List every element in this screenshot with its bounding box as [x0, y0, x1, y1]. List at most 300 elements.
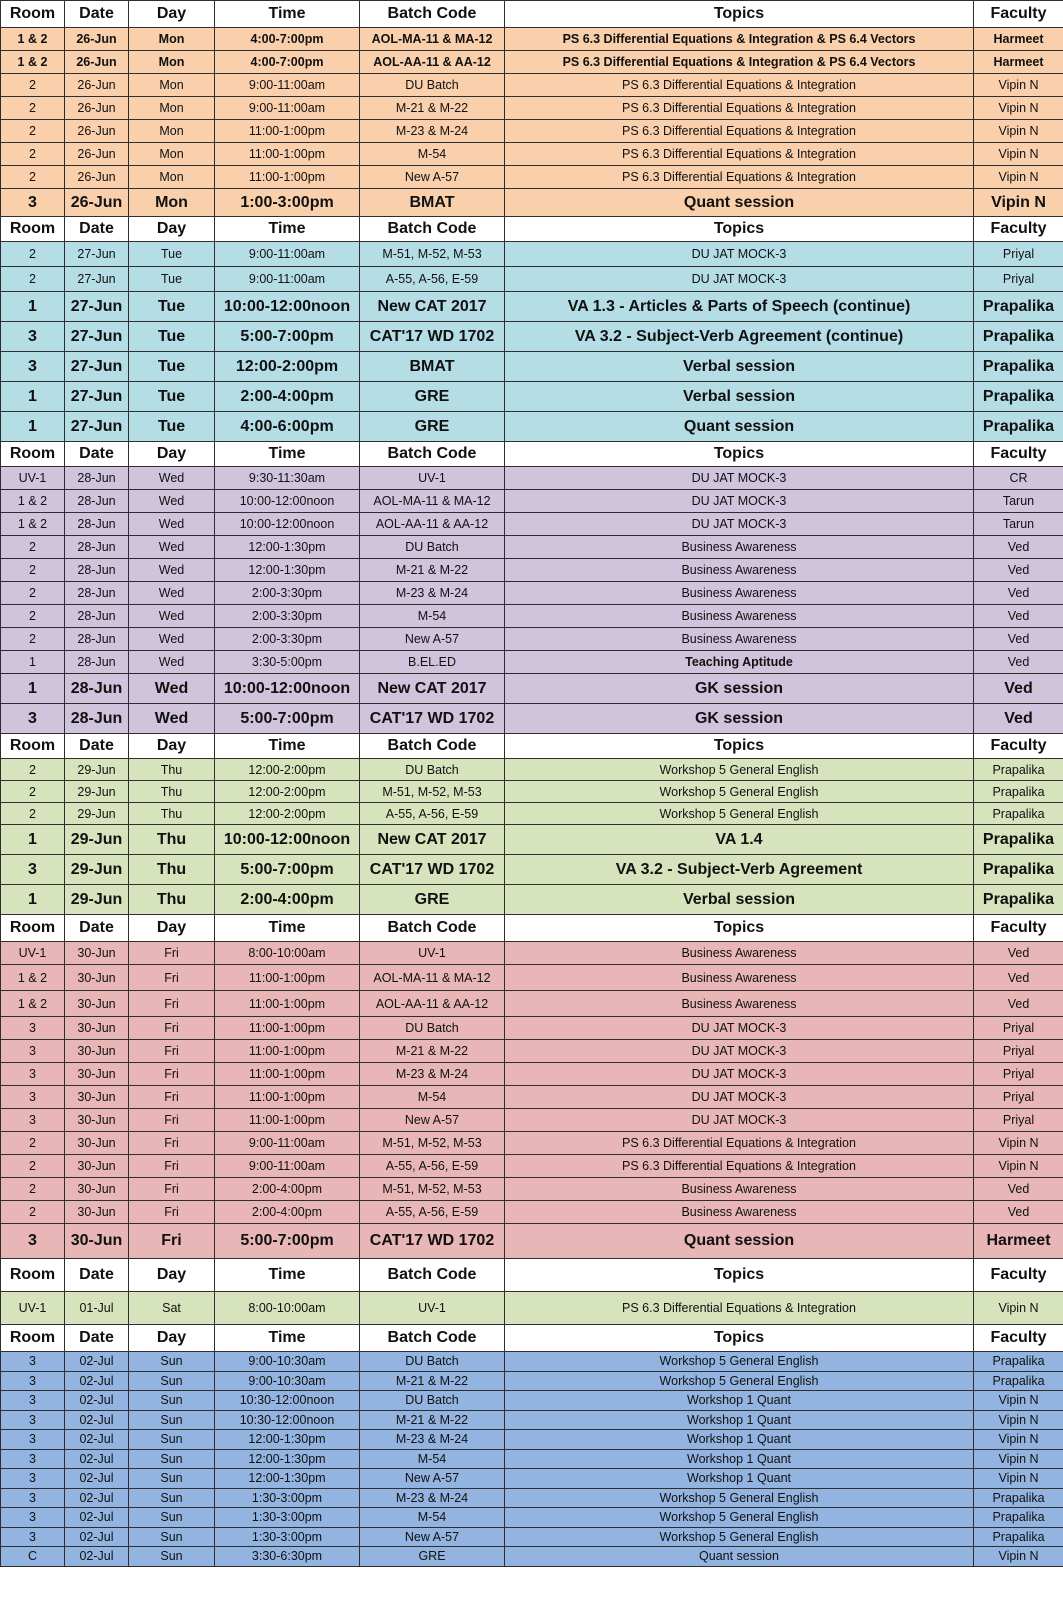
cell-date: 29-Jun	[65, 781, 129, 803]
cell-topics: VA 3.2 - Subject-Verb Agreement (continue)	[505, 322, 974, 352]
table-row	[1, 1469, 1063, 1489]
cell-day: Thu	[129, 855, 215, 885]
cell-topics: Teaching Aptitude	[505, 651, 974, 674]
cell-faculty: Prapalika	[974, 412, 1063, 442]
column-header-day: Day	[129, 915, 215, 942]
header-row	[1, 1, 1063, 28]
cell-time: 2:00-4:00pm	[215, 382, 360, 412]
cell-time: 9:00-10:30am	[215, 1371, 360, 1391]
cell-room: 2	[1, 759, 65, 781]
cell-room: 2	[1, 781, 65, 803]
cell-batch-code: B.EL.ED	[360, 651, 505, 674]
cell-date: 02-Jul	[65, 1371, 129, 1391]
cell-time: 5:00-7:00pm	[215, 855, 360, 885]
cell-time: 11:00-1:00pm	[215, 166, 360, 189]
column-header-time: Time	[215, 442, 360, 467]
cell-topics: PS 6.3 Differential Equations & Integration	[505, 166, 974, 189]
cell-faculty: Ved	[974, 942, 1063, 965]
cell-topics: PS 6.3 Differential Equations & Integration	[505, 1155, 974, 1178]
cell-faculty: Ved	[974, 1201, 1063, 1224]
column-header-date: Date	[65, 1325, 129, 1352]
cell-day: Wed	[129, 513, 215, 536]
cell-batch-code: BMAT	[360, 352, 505, 382]
cell-batch-code: M-54	[360, 143, 505, 166]
cell-batch-code: M-23 & M-24	[360, 120, 505, 143]
cell-topics: Business Awareness	[505, 536, 974, 559]
table-row	[1, 651, 1063, 674]
header-row	[1, 217, 1063, 242]
cell-date: 28-Jun	[65, 536, 129, 559]
cell-topics: PS 6.3 Differential Equations & Integration & PS 6.4 Vectors	[505, 28, 974, 51]
cell-day: Mon	[129, 51, 215, 74]
column-header-date: Date	[65, 217, 129, 242]
cell-time: 10:00-12:00noon	[215, 825, 360, 855]
cell-faculty: Prapalika	[974, 322, 1063, 352]
cell-day: Thu	[129, 759, 215, 781]
cell-batch-code: M-54	[360, 605, 505, 628]
cell-faculty: Prapalika	[974, 1352, 1063, 1372]
cell-batch-code: AOL-MA-11 & MA-12	[360, 490, 505, 513]
cell-batch-code: New CAT 2017	[360, 292, 505, 322]
cell-day: Fri	[129, 1017, 215, 1040]
cell-day: Tue	[129, 267, 215, 292]
table-row	[1, 28, 1063, 51]
cell-faculty: Priyal	[974, 267, 1063, 292]
column-header-time: Time	[215, 734, 360, 759]
cell-day: Fri	[129, 1040, 215, 1063]
cell-room: 2	[1, 1178, 65, 1201]
cell-topics: Workshop 1 Quant	[505, 1449, 974, 1469]
cell-faculty: Ved	[974, 1178, 1063, 1201]
cell-topics: Workshop 5 General English	[505, 803, 974, 825]
table-row	[1, 1178, 1063, 1201]
cell-time: 10:00-12:00noon	[215, 513, 360, 536]
cell-batch-code: M-21 & M-22	[360, 1371, 505, 1391]
table-row	[1, 885, 1063, 915]
cell-faculty: Vipin N	[974, 166, 1063, 189]
cell-batch-code: M-23 & M-24	[360, 1488, 505, 1508]
cell-day: Fri	[129, 1063, 215, 1086]
table-row	[1, 1040, 1063, 1063]
table-row	[1, 965, 1063, 991]
cell-topics: GK session	[505, 674, 974, 704]
cell-day: Wed	[129, 674, 215, 704]
cell-time: 9:00-11:00am	[215, 97, 360, 120]
cell-time: 12:00-2:00pm	[215, 781, 360, 803]
cell-date: 28-Jun	[65, 559, 129, 582]
table-row	[1, 1371, 1063, 1391]
cell-time: 11:00-1:00pm	[215, 1040, 360, 1063]
cell-day: Sun	[129, 1488, 215, 1508]
table-row	[1, 759, 1063, 781]
cell-day: Fri	[129, 1086, 215, 1109]
column-header-day: Day	[129, 1, 215, 28]
cell-time: 12:00-1:30pm	[215, 1430, 360, 1450]
cell-room: 3	[1, 1508, 65, 1528]
cell-day: Tue	[129, 322, 215, 352]
cell-faculty: Prapalika	[974, 759, 1063, 781]
cell-day: Tue	[129, 352, 215, 382]
cell-date: 28-Jun	[65, 513, 129, 536]
cell-batch-code: CAT'17 WD 1702	[360, 704, 505, 734]
cell-room: 3	[1, 1224, 65, 1259]
table-row	[1, 51, 1063, 74]
cell-batch-code: A-55, A-56, E-59	[360, 1201, 505, 1224]
cell-faculty: Prapalika	[974, 803, 1063, 825]
table-row	[1, 1352, 1063, 1372]
cell-batch-code: AOL-MA-11 & MA-12	[360, 28, 505, 51]
cell-topics: DU JAT MOCK-3	[505, 467, 974, 490]
cell-room: 1 & 2	[1, 28, 65, 51]
cell-room: 3	[1, 1410, 65, 1430]
table-row	[1, 120, 1063, 143]
cell-room: 1	[1, 412, 65, 442]
cell-time: 10:00-12:00noon	[215, 490, 360, 513]
cell-date: 27-Jun	[65, 322, 129, 352]
cell-room: 3	[1, 1469, 65, 1489]
cell-date: 30-Jun	[65, 1017, 129, 1040]
cell-room: 2	[1, 1201, 65, 1224]
column-header-date: Date	[65, 1259, 129, 1292]
cell-room: C	[1, 1547, 65, 1567]
cell-faculty: Ved	[974, 605, 1063, 628]
cell-faculty: Ved	[974, 991, 1063, 1017]
table-row	[1, 803, 1063, 825]
cell-batch-code: M-23 & M-24	[360, 582, 505, 605]
column-header-faculty: Faculty	[974, 442, 1063, 467]
cell-day: Thu	[129, 885, 215, 915]
table-row	[1, 322, 1063, 352]
cell-room: 2	[1, 166, 65, 189]
cell-day: Fri	[129, 1109, 215, 1132]
cell-time: 12:00-1:30pm	[215, 536, 360, 559]
column-header-room: Room	[1, 1259, 65, 1292]
cell-faculty: CR	[974, 467, 1063, 490]
cell-date: 01-Jul	[65, 1292, 129, 1325]
cell-faculty: Vipin N	[974, 1449, 1063, 1469]
column-header-room: Room	[1, 217, 65, 242]
cell-time: 2:00-3:30pm	[215, 582, 360, 605]
cell-day: Wed	[129, 559, 215, 582]
cell-topics: PS 6.3 Differential Equations & Integration	[505, 74, 974, 97]
cell-room: 2	[1, 267, 65, 292]
table-row	[1, 352, 1063, 382]
column-header-date: Date	[65, 915, 129, 942]
cell-faculty: Vipin N	[974, 1155, 1063, 1178]
cell-room: 2	[1, 74, 65, 97]
cell-room: 2	[1, 1155, 65, 1178]
cell-room: 2	[1, 803, 65, 825]
column-header-faculty: Faculty	[974, 915, 1063, 942]
cell-date: 30-Jun	[65, 942, 129, 965]
cell-batch-code: DU Batch	[360, 759, 505, 781]
cell-date: 28-Jun	[65, 582, 129, 605]
cell-faculty: Prapalika	[974, 781, 1063, 803]
header-row	[1, 1325, 1063, 1352]
column-header-topics: Topics	[505, 1, 974, 28]
cell-date: 27-Jun	[65, 352, 129, 382]
cell-day: Mon	[129, 120, 215, 143]
cell-room: 2	[1, 536, 65, 559]
cell-time: 2:00-3:30pm	[215, 605, 360, 628]
cell-batch-code: CAT'17 WD 1702	[360, 1224, 505, 1259]
cell-room: 3	[1, 1063, 65, 1086]
cell-batch-code: GRE	[360, 382, 505, 412]
cell-room: 3	[1, 1391, 65, 1411]
cell-day: Sun	[129, 1449, 215, 1469]
cell-topics: PS 6.3 Differential Equations & Integration	[505, 1292, 974, 1325]
table-row	[1, 605, 1063, 628]
cell-day: Wed	[129, 628, 215, 651]
cell-batch-code: A-55, A-56, E-59	[360, 803, 505, 825]
cell-time: 3:30-5:00pm	[215, 651, 360, 674]
cell-day: Fri	[129, 965, 215, 991]
cell-room: 2	[1, 628, 65, 651]
cell-batch-code: M-54	[360, 1449, 505, 1469]
table-row	[1, 490, 1063, 513]
cell-topics: Verbal session	[505, 382, 974, 412]
cell-time: 2:00-4:00pm	[215, 885, 360, 915]
cell-topics: Business Awareness	[505, 1201, 974, 1224]
cell-room: 1	[1, 292, 65, 322]
cell-batch-code: M-54	[360, 1086, 505, 1109]
column-header-time: Time	[215, 217, 360, 242]
cell-topics: Business Awareness	[505, 582, 974, 605]
cell-date: 29-Jun	[65, 825, 129, 855]
cell-day: Wed	[129, 651, 215, 674]
cell-batch-code: DU Batch	[360, 74, 505, 97]
cell-faculty: Prapalika	[974, 855, 1063, 885]
cell-day: Fri	[129, 942, 215, 965]
cell-date: 02-Jul	[65, 1352, 129, 1372]
column-header-day: Day	[129, 734, 215, 759]
cell-batch-code: DU Batch	[360, 1017, 505, 1040]
cell-faculty: Prapalika	[974, 1371, 1063, 1391]
cell-room: 2	[1, 559, 65, 582]
cell-date: 29-Jun	[65, 759, 129, 781]
column-header-topics: Topics	[505, 1259, 974, 1292]
cell-time: 9:00-11:00am	[215, 1132, 360, 1155]
cell-date: 28-Jun	[65, 467, 129, 490]
cell-day: Wed	[129, 490, 215, 513]
table-row	[1, 97, 1063, 120]
cell-date: 02-Jul	[65, 1449, 129, 1469]
cell-time: 12:00-2:00pm	[215, 803, 360, 825]
cell-faculty: Tarun	[974, 490, 1063, 513]
cell-topics: Business Awareness	[505, 559, 974, 582]
cell-batch-code: DU Batch	[360, 1352, 505, 1372]
cell-topics: DU JAT MOCK-3	[505, 1086, 974, 1109]
column-header-batch-code: Batch Code	[360, 1259, 505, 1292]
cell-date: 28-Jun	[65, 490, 129, 513]
cell-time: 11:00-1:00pm	[215, 991, 360, 1017]
table-row	[1, 582, 1063, 605]
cell-room: 1 & 2	[1, 490, 65, 513]
cell-room: 3	[1, 855, 65, 885]
cell-date: 27-Jun	[65, 267, 129, 292]
cell-time: 2:00-4:00pm	[215, 1178, 360, 1201]
table-row	[1, 1449, 1063, 1469]
table-row	[1, 166, 1063, 189]
cell-time: 11:00-1:00pm	[215, 965, 360, 991]
table-row	[1, 536, 1063, 559]
cell-day: Sun	[129, 1469, 215, 1489]
cell-room: 3	[1, 1371, 65, 1391]
cell-day: Wed	[129, 704, 215, 734]
cell-room: 1	[1, 885, 65, 915]
cell-date: 30-Jun	[65, 1201, 129, 1224]
table-row	[1, 1292, 1063, 1325]
cell-room: UV-1	[1, 1292, 65, 1325]
table-row	[1, 143, 1063, 166]
cell-day: Fri	[129, 991, 215, 1017]
cell-room: 1	[1, 382, 65, 412]
cell-day: Sun	[129, 1527, 215, 1547]
cell-topics: Business Awareness	[505, 965, 974, 991]
cell-batch-code: M-54	[360, 1508, 505, 1528]
cell-faculty: Ved	[974, 704, 1063, 734]
cell-day: Tue	[129, 382, 215, 412]
cell-time: 9:00-11:00am	[215, 267, 360, 292]
cell-day: Mon	[129, 143, 215, 166]
cell-batch-code: GRE	[360, 1547, 505, 1567]
cell-batch-code: M-21 & M-22	[360, 1410, 505, 1430]
cell-topics: Business Awareness	[505, 991, 974, 1017]
cell-topics: PS 6.3 Differential Equations & Integration	[505, 143, 974, 166]
column-header-date: Date	[65, 442, 129, 467]
cell-batch-code: M-51, M-52, M-53	[360, 781, 505, 803]
cell-room: 1 & 2	[1, 51, 65, 74]
cell-batch-code: M-51, M-52, M-53	[360, 1178, 505, 1201]
cell-faculty: Vipin N	[974, 1391, 1063, 1411]
cell-batch-code: AOL-AA-11 & AA-12	[360, 513, 505, 536]
table-row	[1, 74, 1063, 97]
cell-time: 8:00-10:00am	[215, 1292, 360, 1325]
cell-room: 3	[1, 352, 65, 382]
cell-date: 30-Jun	[65, 1178, 129, 1201]
cell-batch-code: CAT'17 WD 1702	[360, 322, 505, 352]
cell-topics: Workshop 1 Quant	[505, 1469, 974, 1489]
column-header-room: Room	[1, 1325, 65, 1352]
column-header-time: Time	[215, 915, 360, 942]
cell-batch-code: GRE	[360, 885, 505, 915]
cell-faculty: Priyal	[974, 1063, 1063, 1086]
cell-batch-code: M-23 & M-24	[360, 1063, 505, 1086]
cell-topics: DU JAT MOCK-3	[505, 267, 974, 292]
cell-faculty: Ved	[974, 651, 1063, 674]
header-row	[1, 442, 1063, 467]
table-row	[1, 267, 1063, 292]
cell-topics: Workshop 1 Quant	[505, 1391, 974, 1411]
table-row	[1, 1201, 1063, 1224]
cell-topics: DU JAT MOCK-3	[505, 242, 974, 267]
cell-faculty: Vipin N	[974, 74, 1063, 97]
cell-date: 28-Jun	[65, 674, 129, 704]
cell-date: 26-Jun	[65, 51, 129, 74]
cell-topics: Workshop 5 General English	[505, 759, 974, 781]
column-header-batch-code: Batch Code	[360, 1325, 505, 1352]
table-row	[1, 1086, 1063, 1109]
cell-room: 3	[1, 1352, 65, 1372]
cell-time: 9:00-11:00am	[215, 74, 360, 97]
cell-time: 4:00-7:00pm	[215, 51, 360, 74]
cell-time: 9:00-10:30am	[215, 1352, 360, 1372]
cell-time: 1:30-3:00pm	[215, 1527, 360, 1547]
column-header-room: Room	[1, 1, 65, 28]
cell-batch-code: M-51, M-52, M-53	[360, 242, 505, 267]
cell-time: 1:00-3:00pm	[215, 189, 360, 217]
cell-topics: PS 6.3 Differential Equations & Integration	[505, 97, 974, 120]
cell-topics: Business Awareness	[505, 942, 974, 965]
table-row	[1, 1527, 1063, 1547]
table-row	[1, 942, 1063, 965]
cell-date: 30-Jun	[65, 1063, 129, 1086]
cell-day: Mon	[129, 166, 215, 189]
cell-room: 3	[1, 1449, 65, 1469]
cell-faculty: Prapalika	[974, 1488, 1063, 1508]
cell-batch-code: M-21 & M-22	[360, 97, 505, 120]
header-row	[1, 734, 1063, 759]
table-row	[1, 855, 1063, 885]
cell-date: 30-Jun	[65, 1132, 129, 1155]
cell-day: Thu	[129, 781, 215, 803]
column-header-topics: Topics	[505, 1325, 974, 1352]
cell-time: 11:00-1:00pm	[215, 1017, 360, 1040]
cell-time: 9:00-11:00am	[215, 1155, 360, 1178]
cell-batch-code: AOL-AA-11 & AA-12	[360, 991, 505, 1017]
table-row	[1, 559, 1063, 582]
column-header-batch-code: Batch Code	[360, 217, 505, 242]
column-header-day: Day	[129, 217, 215, 242]
cell-time: 1:30-3:00pm	[215, 1508, 360, 1528]
cell-time: 11:00-1:00pm	[215, 143, 360, 166]
table-row	[1, 1430, 1063, 1450]
cell-room: 3	[1, 1109, 65, 1132]
cell-date: 30-Jun	[65, 1086, 129, 1109]
cell-day: Thu	[129, 825, 215, 855]
cell-faculty: Vipin N	[974, 1292, 1063, 1325]
cell-topics: GK session	[505, 704, 974, 734]
cell-batch-code: UV-1	[360, 467, 505, 490]
cell-room: 1	[1, 825, 65, 855]
cell-faculty: Vipin N	[974, 1547, 1063, 1567]
cell-date: 02-Jul	[65, 1469, 129, 1489]
cell-room: 2	[1, 97, 65, 120]
cell-day: Mon	[129, 74, 215, 97]
cell-batch-code: New A-57	[360, 1109, 505, 1132]
cell-date: 27-Jun	[65, 242, 129, 267]
table-row	[1, 412, 1063, 442]
cell-time: 12:00-1:30pm	[215, 559, 360, 582]
cell-room: 2	[1, 242, 65, 267]
cell-time: 12:00-2:00pm	[215, 759, 360, 781]
table-row	[1, 1224, 1063, 1259]
cell-batch-code: UV-1	[360, 1292, 505, 1325]
cell-topics: Verbal session	[505, 885, 974, 915]
cell-faculty: Prapalika	[974, 382, 1063, 412]
header-row	[1, 1259, 1063, 1292]
cell-faculty: Priyal	[974, 242, 1063, 267]
cell-topics: Business Awareness	[505, 1178, 974, 1201]
table-row	[1, 382, 1063, 412]
cell-time: 12:00-2:00pm	[215, 352, 360, 382]
cell-batch-code: AOL-AA-11 & AA-12	[360, 51, 505, 74]
cell-topics: VA 1.3 - Articles & Parts of Speech (continue)	[505, 292, 974, 322]
cell-batch-code: New CAT 2017	[360, 825, 505, 855]
cell-day: Fri	[129, 1178, 215, 1201]
column-header-time: Time	[215, 1325, 360, 1352]
cell-day: Mon	[129, 97, 215, 120]
